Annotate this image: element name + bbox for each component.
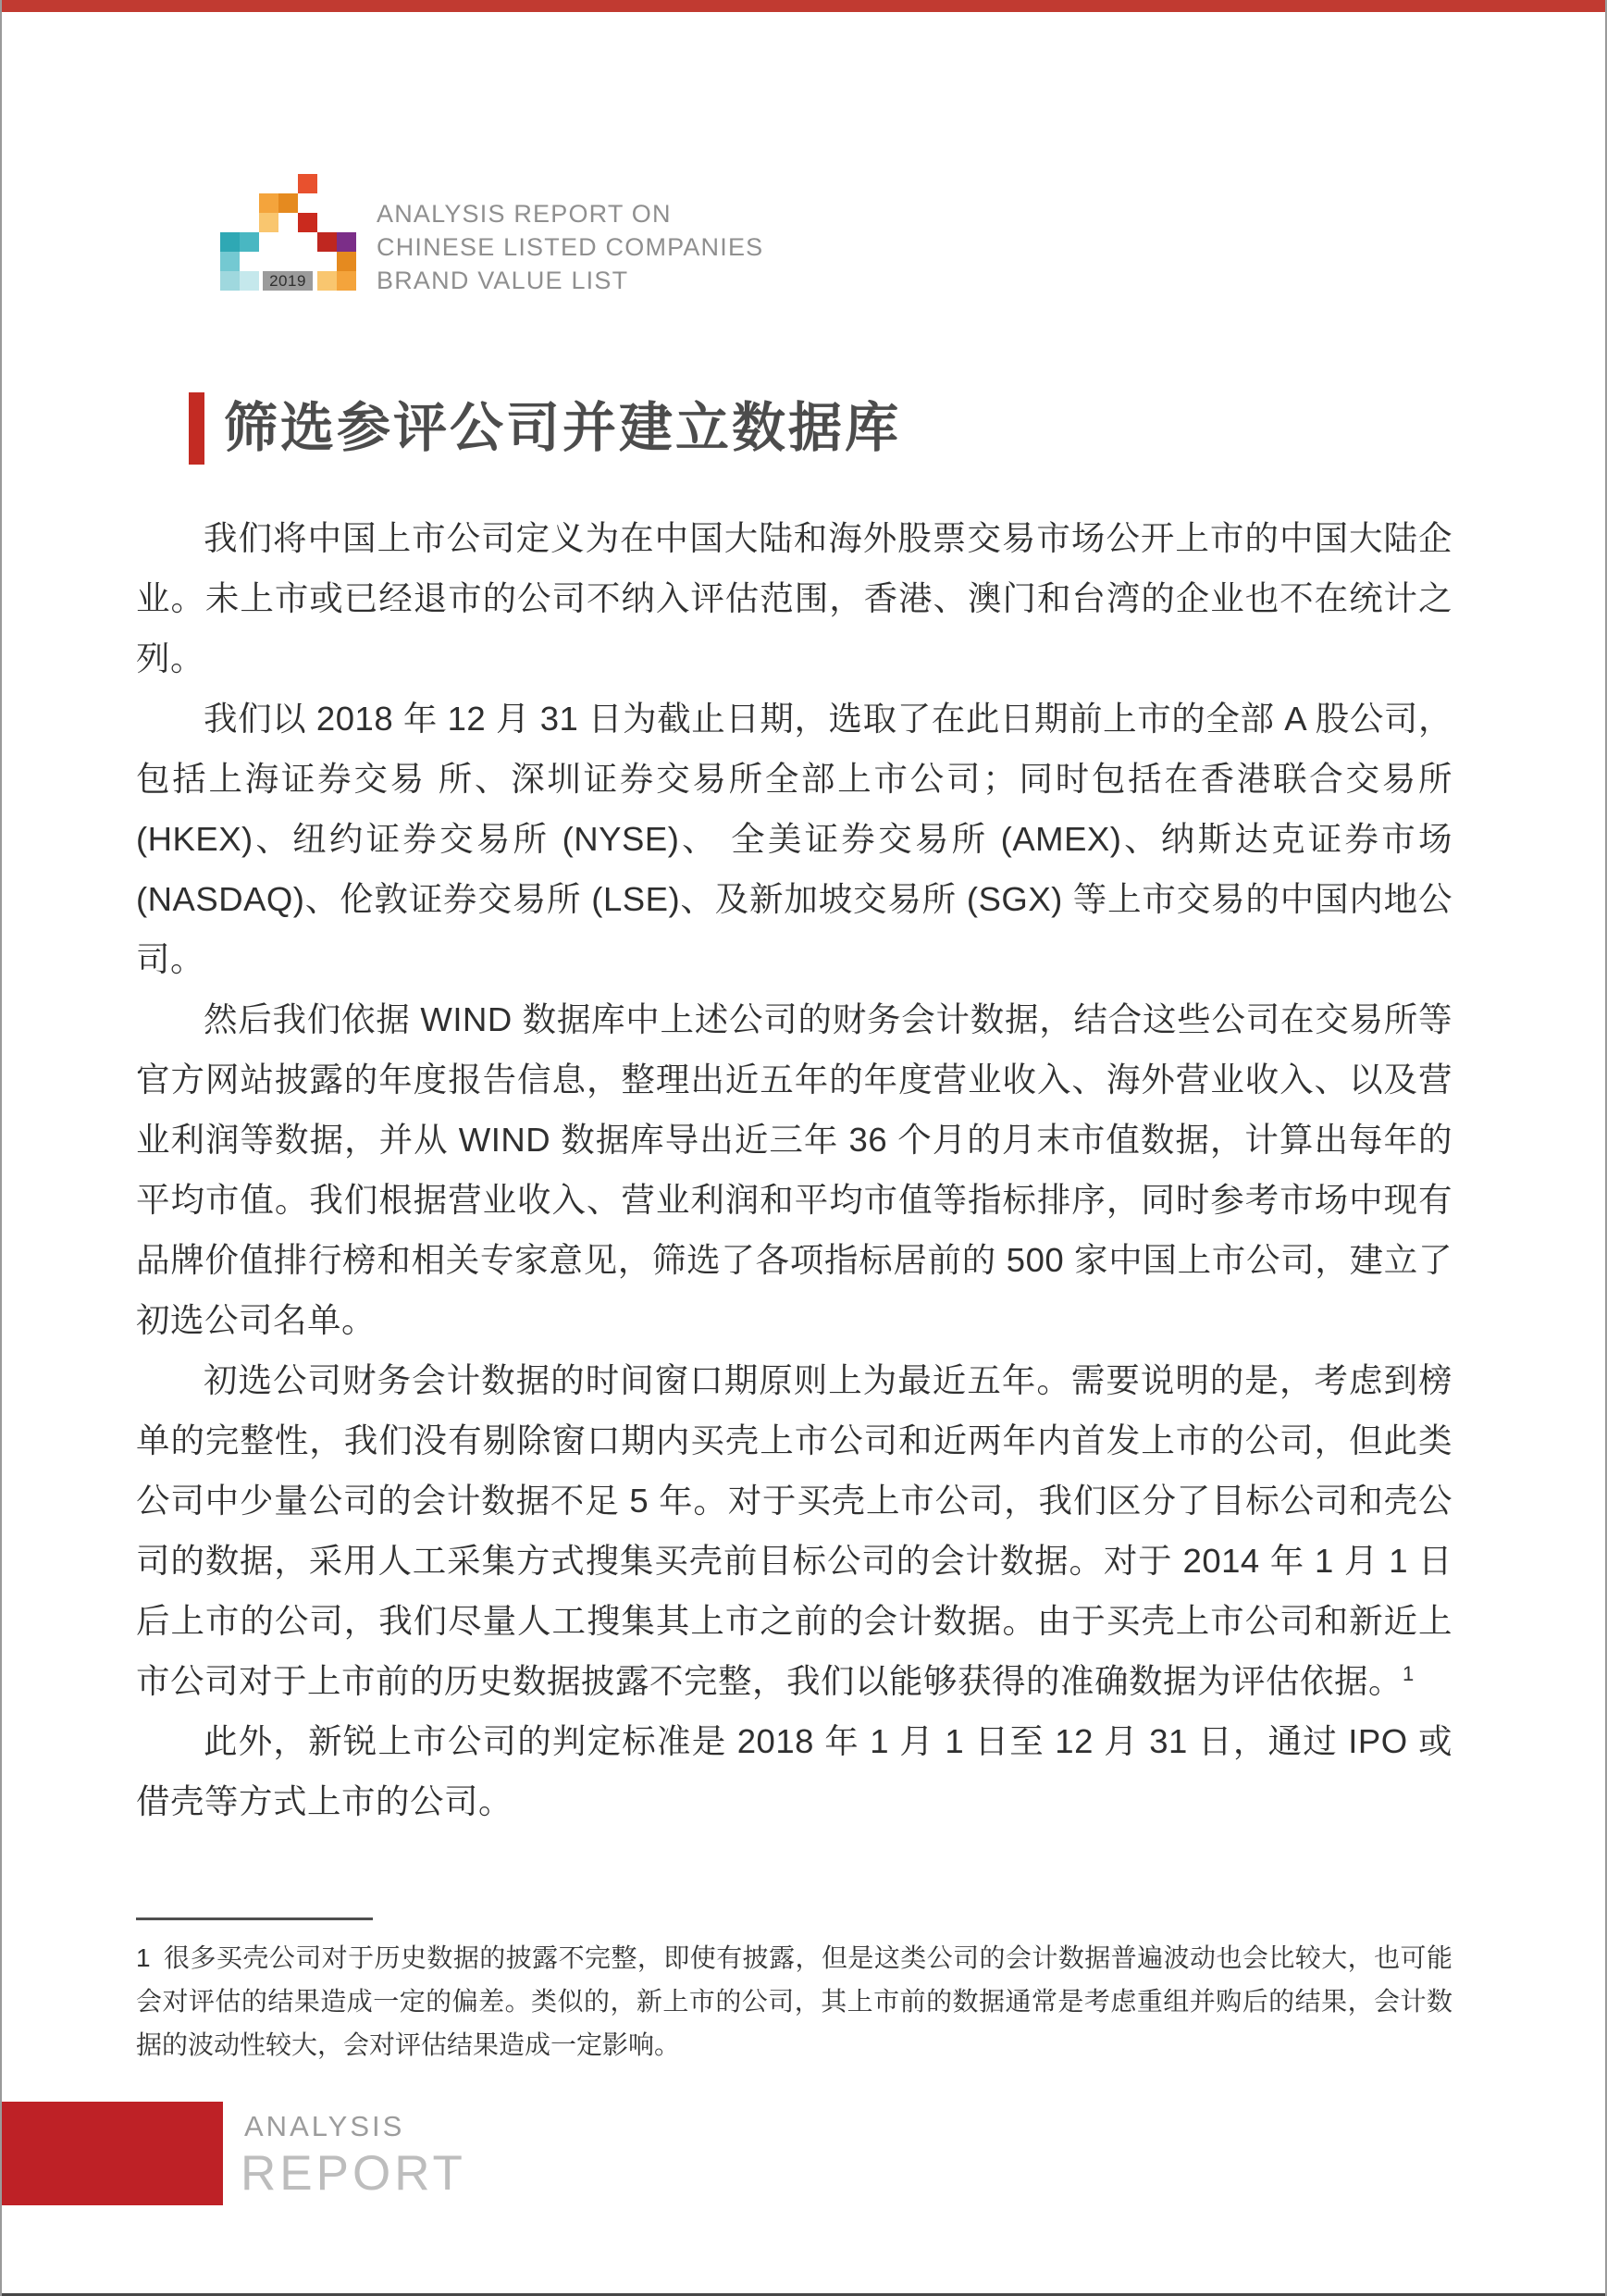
paragraph: 我们将中国上市公司定义为在中国大陆和海外股票交易市场公开上市的中国大陆企业。未上市或已经退市的公司不纳入评估范围，香港、澳门和台湾的企业也不在统计之列。 [136,519,1452,677]
logo-square-icon [298,174,317,193]
logo-square-icon [337,271,356,291]
logo-square-icon [240,232,259,252]
section-title: 筛选参评公司并建立数据库 [224,398,902,458]
paragraph: 初选公司财务会计数据的时间窗口期原则上为最近五年。需要说明的是，考虑到榜单的完整性，我们没有剔除窗口期内买壳上市公司和近两年内首发上市的公司，但此类公司中少量公司的会计数据不足 5 年。对于买壳上市公司，我们区分了目标公司和壳公司的数据，采用人工采集方式搜集买壳前目标公司的会计数据。对于 2014 年 1 月 1 日后上市的公司，我们尽量人工搜集其上市之前的会计数据。由于买壳上市公司和新近上市公司对于上市前的历史数据披露不完整，我们以能够获得的准确数据为评估依据。$^1$ [136,1361,1452,1700]
body-text [136,508,1452,1831]
footer-label-analysis: ANALYSIS [244,2110,405,2142]
logo-square-icon [317,232,337,252]
section-title-accent-bar [189,392,204,465]
wordmark-line: CHINESE LISTED COMPANIES [377,233,764,261]
logo-square-icon [220,252,240,271]
logo-square-icon [278,193,298,213]
logo-square-icon [240,271,259,291]
logo-square-icon [298,213,317,232]
logo-year-badge: 2019 [263,271,313,291]
footer-label-report: REPORT [241,2146,466,2201]
wordmark-line: BRAND VALUE LIST [377,267,629,294]
top-accent-band [2,0,1605,12]
logo-square-icon [317,271,337,291]
footnote-separator [136,1917,373,1920]
logo-square-icon [337,252,356,271]
wordmark-line: ANALYSIS REPORT ON [377,200,672,228]
paragraph: 此外，新锐上市公司的判定标准是 2018 年 1 月 1 日至 12 月 31 日，通过 IPO 或借壳等方式上市的公司。 [136,1722,1452,1820]
footnote-marker: 1 [136,1943,151,1972]
brand-logo-mosaic-icon [220,174,356,291]
report-wordmark [377,197,763,297]
logo-square-icon [220,232,240,252]
footnote-ref: 1 [1403,1661,1415,1685]
logo-square-icon [220,271,240,291]
footer-accent-block [2,2102,223,2205]
paragraph: 然后我们依据 WIND 数据库中上述公司的财务会计数据，结合这些公司在交易所等官方网站披露的年度报告信息，整理出近五年的年度营业收入、海外营业收入、以及营业利润等数据，并从 WIND 数据库导出近三年 36 个月的月末市值数据，计算出每年的平均市值。我们根据营业收入、营业利润和平均市值等指标排序，同时参考市场中现有品牌价值排行榜和相关专家意见，筛选了各项指标居前的 500 家中国上市公司，建立了初选公司名单。 [136,1000,1452,1339]
footnote-text: 很多买壳公司对于历史数据的披露不完整，即使有披露，但是这类公司的会计数据普遍波动也会比较大，也可能会对评估的结果造成一定的偏差。类似的，新上市的公司，其上市前的数据通常是考虑重组并购后的结果，会计数据的波动性较大，会对评估结果造成一定影响。 [136,1943,1452,2059]
paragraph: 我们以 2018 年 12 月 31 日为截止日期，选取了在此日期前上市的全部 A 股公司，包括上海证券交易 所、深圳证券交易所全部上市公司；同时包括在香港联合交易所 (HKEX)、纽约证券交易所 (NYSE)、 全美证券交易所 (AMEX)、纳斯达克证券市场 (NASDAQ)、伦敦证券交易所 (LSE)、及新加坡交易所 (SGX) 等上市交易的中国内地公司。 [136,700,1452,978]
logo-square-icon [259,193,278,213]
logo-square-icon [337,232,356,252]
footnote [136,1936,1452,2066]
logo-square-icon [259,213,278,232]
